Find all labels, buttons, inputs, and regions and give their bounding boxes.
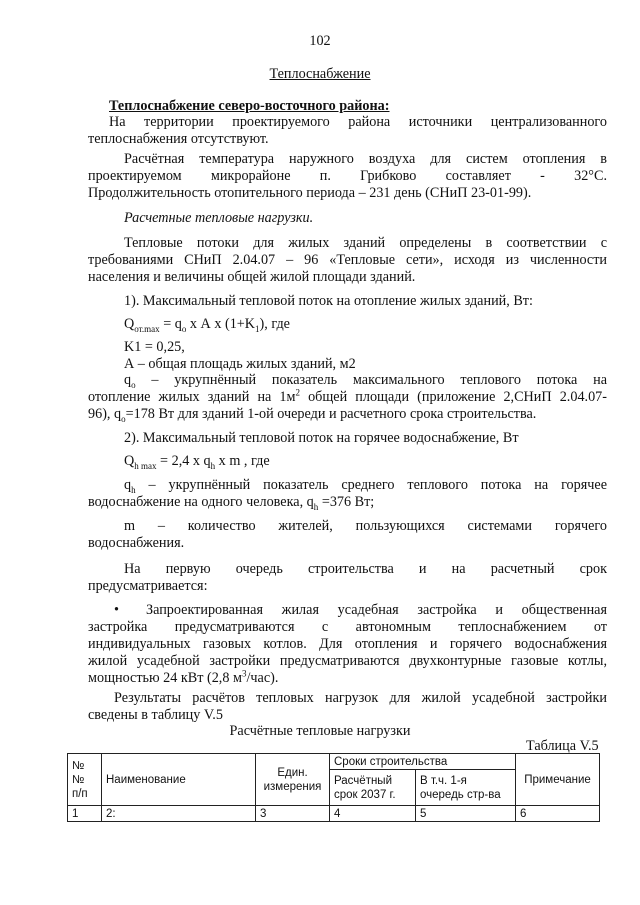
bullet-icon: • [114,602,119,618]
table-cell: 2: [102,806,256,822]
subheading: Расчетные тепловые нагрузки. [124,210,314,226]
formula-heating: $Q_{от.max} = q_о$ х А х $(1+K_1)$, где [124,316,290,334]
m-definition-line: водоснабжения. [88,535,185,551]
m-definition-line: m – количество жителей, пользующихся системами горячего [124,518,607,534]
header-note: Примечание [516,754,600,806]
table-cell: 3 [256,806,330,822]
section-title: Теплоснабжение [269,66,371,82]
page-number: 102 [309,33,331,49]
table-label: Таблица V.5 [526,738,599,754]
heat-load-table [67,753,600,822]
header-unit: Един. измерения [256,754,330,806]
bullet-line: застройка предусматриваются с автономным теплоснабжением от [88,619,607,635]
paragraph-line: Тепловые потоки для жилых зданий определены в соответствии с [124,235,607,251]
paragraph-line: Продолжительность отопительного периода – 231 день (СНиП 23-01-99). [88,185,532,201]
paragraph-line: предусматривается: [88,578,208,594]
table-cell: 5 [416,806,516,822]
bullet-line: мощностью 24 кВт (2,8 $м^3/час$). [88,668,279,686]
a-definition: А – общая площадь жилых зданий, м2 [124,356,356,372]
formula-hot-water: $Q_{h max} = 2,4$ х $q_h$ х m , где [124,453,270,471]
header-terms: Сроки строительства [330,754,516,770]
list-item-1: 1). Максимальный тепловой поток на отопление жилых зданий, Вт: [124,293,533,309]
bullet-line: индивидуальных газовых котлов. Для отопления и горячего водоснабжения [88,636,607,652]
bullet-line: Запроектированная жилая усадебная застройка и общественная [146,602,607,618]
header-num: № № п/п [68,754,102,806]
q0-definition-line: $q_о$ – укрупнённый показатель максимального теплового потока на [124,372,607,390]
bullet-line: жилой усадебной застройки предусматриваются двухконтурные газовые котлы, [88,653,607,669]
paragraph-line: требованиями СНиП 2.04.07 – 96 «Тепловые сети», исходя из численности [88,252,607,268]
paragraph-line: Результаты расчётов тепловых нагрузок для жилой усадебной застройки [114,690,607,706]
q0-definition-line: 96), $q_о=178$ Вт для зданий 1-ой очереди и расчетного срока строительства. [88,406,537,424]
list-item-2: 2). Максимальный тепловой поток на горячее водоснабжение, Вт [124,430,519,446]
paragraph-line: населения и величины общей жилой площади зданий. [88,269,416,285]
qh-definition-line: $q_h$ – укрупнённый показатель среднего теплового потока на горячее [124,477,607,495]
q0-definition-line: отопление жилых зданий на $1м^2$ общей площади (приложение 2,СНиП 2.04.07- [88,387,607,405]
section-heading: Теплоснабжение северо-восточного района: [109,98,390,114]
header-calc: Расчётный срок 2037 г. [330,770,416,806]
header-name: Наименование [102,754,256,806]
k1-definition: K1 = 0,25, [124,339,185,355]
table-title: Расчётные тепловые нагрузки [229,723,411,739]
paragraph-line: сведены в таблицу V.5 [88,707,223,723]
paragraph-line: теплоснабжения отсутствуют. [88,131,269,147]
table-cell: 1 [68,806,102,822]
qh-definition-line: водоснабжение на одного человека, $q_h =376$ Вт; [88,494,375,512]
header-first: В т.ч. 1-я очередь стр-ва [416,770,516,806]
paragraph-line: На территории проектируемого района источники централизованного [109,114,607,130]
paragraph-line: На первую очередь строительства и на расчетный срок [124,561,607,577]
table-cell: 4 [330,806,416,822]
table-cell: 6 [516,806,600,822]
paragraph-line: проектируемом микрорайоне п. Грибково составляет - 32°С. [88,168,607,184]
paragraph-line: Расчётная температура наружного воздуха для систем отопления в [124,151,607,167]
